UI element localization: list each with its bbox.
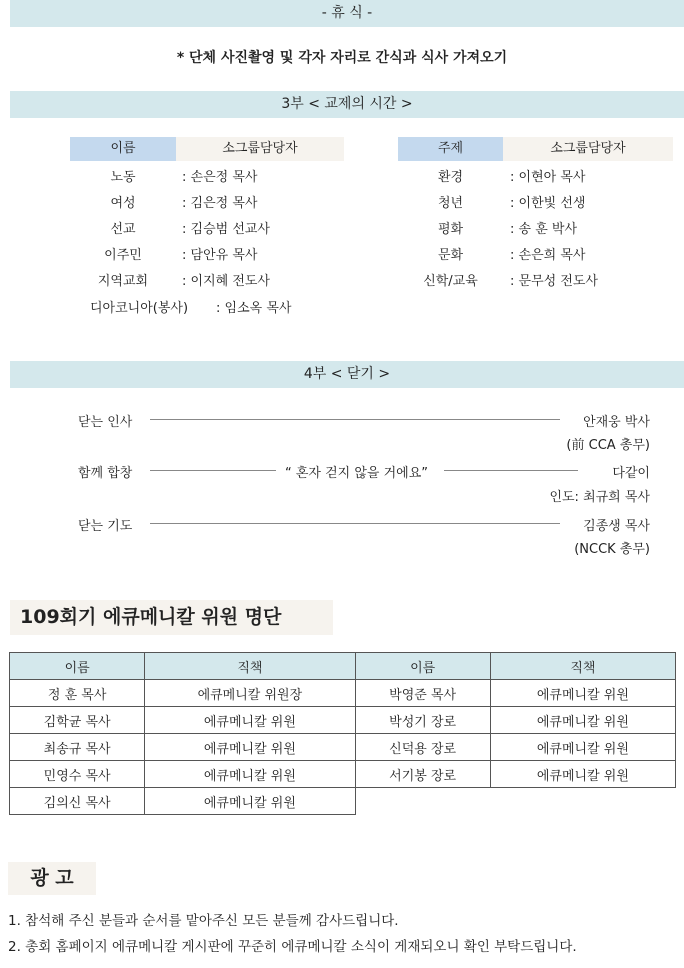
member-name: 정 훈 목사 bbox=[10, 680, 145, 707]
topic-leader: : 이한빛 선생 bbox=[510, 196, 586, 211]
group-name: 여성 bbox=[110, 196, 136, 211]
topic-name: 환경 bbox=[437, 170, 464, 185]
empty-cell bbox=[355, 788, 490, 815]
group-leader: : 김승범 선교사 bbox=[182, 222, 270, 237]
member-position: 에큐메니칼 위원 bbox=[490, 761, 675, 788]
member-name: 박성기 장로 bbox=[355, 707, 490, 734]
topic-name: 청년 bbox=[437, 196, 464, 211]
group-name: 이주민 bbox=[104, 248, 142, 263]
topic-leader: : 송 훈 박사 bbox=[510, 222, 578, 237]
table-row bbox=[10, 761, 676, 788]
group-leader: : 김은정 목사 bbox=[182, 196, 258, 211]
part3-title-bar bbox=[10, 91, 684, 118]
part4-title: 4부 < 닫기 > bbox=[303, 366, 391, 382]
table-header-row bbox=[10, 653, 676, 680]
group-leader: : 담안유 목사 bbox=[182, 248, 258, 263]
member-position: 에큐메니칼 위원장 bbox=[145, 680, 355, 707]
member-position: 에큐메니칼 위원 bbox=[490, 707, 675, 734]
closing-item-label: 닫는 인사 bbox=[78, 415, 133, 430]
group-name: 선교 bbox=[110, 222, 136, 237]
table-row bbox=[10, 680, 676, 707]
topic-name: 평화 bbox=[437, 222, 464, 237]
topic-leader: : 문무성 전도사 bbox=[510, 274, 598, 289]
member-name: 신덕용 장로 bbox=[355, 734, 490, 761]
table-row bbox=[10, 734, 676, 761]
topic-name: 문화 bbox=[437, 248, 464, 263]
part3-right-header-role: 소그룹담당자 bbox=[503, 137, 673, 161]
empty-cell bbox=[490, 788, 675, 815]
group-leader: : 손은정 목사 bbox=[182, 170, 258, 185]
member-position: 에큐메니칼 위원 bbox=[145, 788, 355, 815]
member-name: 김의신 목사 bbox=[10, 788, 145, 815]
member-name: 박영준 목사 bbox=[355, 680, 490, 707]
part3-left-header-name: 이름 bbox=[70, 137, 176, 161]
member-name: 최송규 목사 bbox=[10, 734, 145, 761]
group-name: 노동 bbox=[110, 170, 136, 185]
part3-left-header-role: 소그룹담당자 bbox=[176, 137, 344, 161]
table-row bbox=[10, 707, 676, 734]
part3-right-header-name: 주제 bbox=[398, 137, 503, 161]
member-position: 에큐메니칼 위원 bbox=[145, 707, 355, 734]
break-title-bar bbox=[10, 0, 684, 27]
part4-title-bar bbox=[10, 361, 684, 388]
closing-item-sub: (NCCK 총무) bbox=[574, 542, 650, 557]
closing-item-label: 함께 합창 bbox=[78, 466, 133, 481]
member-position: 에큐메니칼 위원 bbox=[490, 680, 675, 707]
header-position: 직책 bbox=[490, 653, 675, 680]
members-title: 109회기 에큐메니칼 위원 명단 bbox=[10, 600, 333, 635]
closing-item-song: “ 혼자 걷지 않을 거에요” bbox=[285, 466, 429, 481]
member-position: 에큐메니칼 위원 bbox=[145, 761, 355, 788]
group-leader: : 임소옥 목사 bbox=[216, 301, 292, 316]
ad-line: 1. 참석해 주신 분들과 순서를 맡아주신 모든 분들께 감사드립니다. bbox=[8, 913, 399, 929]
topic-leader: : 손은희 목사 bbox=[510, 248, 586, 263]
member-name: 김학균 목사 bbox=[10, 707, 145, 734]
topic-name: 신학/교육 bbox=[423, 274, 478, 289]
ads-title: 광 고 bbox=[8, 862, 96, 895]
header-position: 직책 bbox=[145, 653, 355, 680]
members-table bbox=[9, 652, 676, 815]
group-name: 디아코니아(봉사) bbox=[90, 301, 189, 316]
group-name: 지역교회 bbox=[97, 274, 149, 289]
closing-item-sub: (前 CCA 총무) bbox=[566, 438, 650, 453]
member-name: 민영수 목사 bbox=[10, 761, 145, 788]
leader-line bbox=[150, 470, 276, 471]
closing-item-person: 안재웅 박사 bbox=[583, 415, 650, 430]
table-row bbox=[10, 788, 676, 815]
break-title: - 휴 식 - bbox=[321, 5, 373, 21]
member-position: 에큐메니칼 위원 bbox=[145, 734, 355, 761]
closing-item-person: 김종생 목사 bbox=[583, 519, 650, 534]
group-leader: : 이지혜 전도사 bbox=[182, 274, 270, 289]
closing-item-person: 다같이 bbox=[612, 466, 650, 481]
header-name: 이름 bbox=[10, 653, 145, 680]
member-position: 에큐메니칼 위원 bbox=[490, 734, 675, 761]
part3-title: 3부 < 교제의 시간 > bbox=[281, 96, 413, 112]
member-name: 서기봉 장로 bbox=[355, 761, 490, 788]
closing-item-label: 닫는 기도 bbox=[78, 519, 133, 534]
ad-line: 2. 총회 홈페이지 에큐메니칼 게시판에 꾸준히 에큐메니칼 소식이 게재되오니 확인 부탁드립니다. bbox=[8, 939, 577, 955]
closing-item-sub: 인도: 최규희 목사 bbox=[549, 490, 650, 505]
header-name: 이름 bbox=[355, 653, 490, 680]
topic-leader: : 이현아 목사 bbox=[510, 170, 586, 185]
break-note: * 단체 사진촬영 및 각자 자리로 간식과 식사 가져오기 bbox=[176, 50, 508, 66]
